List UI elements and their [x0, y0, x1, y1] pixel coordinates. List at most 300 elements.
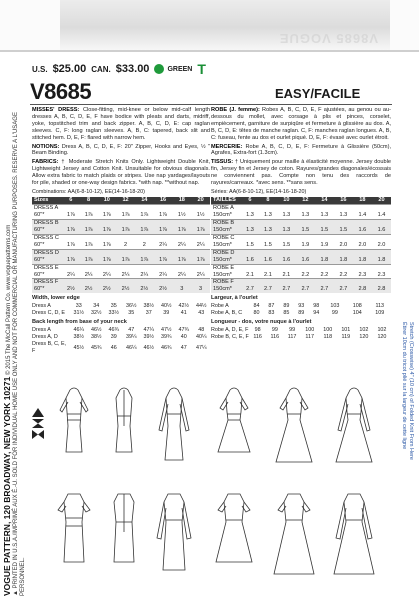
measurement-row	[32, 303, 210, 310]
measurement-cell: 103	[330, 303, 340, 310]
spacer-cell	[116, 205, 135, 212]
spacer-cell	[315, 279, 334, 286]
yardage-cell: 1.4	[377, 212, 386, 219]
price-row	[32, 62, 211, 76]
measurement-cell: 47	[180, 344, 187, 351]
misses-dress-desc: MISSES' DRESS: Close-fitting, mid-knee or below mid-calf length dresses A, B, C, D, E, F have bodice with pleats and darts, midriff, yoke, topstitched trim and back zipper. A, B, C, D, E: cap raglan sleeves. C, F: long raglan sleeves. A, B, C: tapered, back slit and stitched hem. D, E, F: flared with narrow hem.	[32, 107, 210, 141]
view-label: ROBE B	[213, 220, 235, 227]
yardage-cell: 1.8	[339, 256, 348, 263]
yardage-cell: 3	[180, 286, 184, 293]
yardage-row	[211, 242, 391, 249]
size-header-row	[211, 197, 391, 205]
view-label: DRESS F	[34, 279, 59, 286]
spacer-cell	[191, 249, 210, 256]
size-header-cell: 10	[277, 197, 296, 205]
fabric-width: 60"*	[34, 241, 45, 248]
measurement-cell: 99	[289, 327, 296, 334]
yardage-cell: 2.7	[264, 286, 272, 293]
spacer-cell	[241, 205, 259, 212]
measurement-cell: 47¼	[143, 327, 154, 334]
publisher-address: VOGUE PATTERN, 120 BROADWAY, NEW YORK 10271	[2, 376, 12, 596]
spacer-cell	[259, 220, 277, 227]
longueur-table-fr	[211, 327, 391, 341]
view-label: DRESS B	[34, 220, 59, 227]
yardage-cell: 1⅞	[66, 241, 75, 248]
measurement-cell: 39¼	[126, 334, 137, 341]
spacer-cell	[80, 249, 98, 256]
measurement-cell: 46¾	[161, 344, 172, 351]
measurement-label: Dress C, D, E	[32, 310, 65, 317]
yardage-cell: 1.6	[358, 227, 367, 234]
measurement-cell: 98	[313, 303, 320, 310]
size-header-label: TAILLES	[211, 197, 241, 205]
yardage-cell: 1⅞	[84, 212, 93, 219]
measurement-cell: 42½	[178, 303, 189, 310]
yardage-cell: 2¼	[102, 271, 111, 278]
yardage-row	[32, 272, 210, 279]
spacer-cell	[154, 235, 173, 242]
faded-mirror-text: V8685 VOGUE	[278, 31, 378, 46]
measurement-label: Robe B, C, E, F	[211, 334, 249, 341]
measurement-cell: 37	[145, 310, 152, 317]
view-label: ROBE C	[213, 235, 235, 241]
spacer-cell	[296, 235, 315, 242]
measurement-label: Robe A, B, C	[211, 310, 243, 317]
yardage-row-label	[211, 220, 391, 227]
measurement-cell: 83	[268, 310, 275, 317]
fabric-width: 150cm*	[213, 212, 232, 219]
spacer-cell	[259, 235, 277, 242]
spacer-cell	[135, 235, 154, 242]
spacer-cell	[172, 249, 191, 256]
us-label: U.S.	[32, 64, 48, 74]
spacer-cell	[97, 249, 116, 256]
measurement-cell: 113	[375, 303, 385, 310]
spacer-cell	[353, 235, 372, 242]
yardage-cell: 2.1	[246, 271, 254, 278]
measurement-cell: 116	[270, 334, 280, 341]
yardage-cell: 2.2	[301, 271, 310, 278]
fabric-width: 150cm*	[213, 271, 232, 278]
yardage-cell: 1½	[196, 212, 205, 219]
measurement-row	[32, 341, 210, 355]
size-header-cell: 18	[353, 197, 372, 205]
measurement-cell: 98	[254, 327, 261, 334]
spacer-cell	[62, 264, 80, 271]
spacer-cell	[334, 249, 353, 256]
yardage-cell: 2.7	[282, 286, 291, 293]
measurement-cell: 46¾	[108, 327, 119, 334]
yardage-cell: 1⅞	[102, 241, 111, 248]
yardage-cell: 1.8	[320, 256, 329, 263]
spacer-cell	[334, 235, 353, 242]
measurement-cell: 39	[110, 334, 117, 341]
yardage-cell: 1.3	[339, 212, 348, 219]
spacer-cell	[97, 264, 116, 271]
spacer-cell	[296, 264, 315, 271]
spacer-cell	[259, 205, 277, 212]
yardage-row	[211, 212, 391, 219]
spacer-cell	[80, 235, 98, 242]
measurement-cell: 35	[110, 303, 117, 310]
spacer-cell	[334, 279, 353, 286]
measurement-cell: 38½	[143, 303, 154, 310]
yardage-cell: 1⅞	[84, 256, 93, 263]
sketch-flat-c	[157, 494, 191, 570]
yardage-cell: 1⅞	[121, 227, 130, 234]
view-label: ROBE F	[213, 279, 234, 286]
yardage-cell: 1⅞	[196, 256, 205, 263]
measurement-cell: 47½	[161, 327, 172, 334]
yardage-row	[32, 242, 210, 249]
size-header-cell: 14	[315, 197, 334, 205]
measurement-cell: 38½	[73, 334, 84, 341]
view-label: ROBE D	[213, 249, 235, 256]
measurement-cell: 48	[198, 327, 205, 334]
yardage-cell: 1⅞	[159, 256, 167, 263]
yardage-cell: 1.6	[282, 256, 291, 263]
double-triangle-icon	[32, 419, 44, 428]
torn-top-strip	[0, 0, 419, 52]
measurement-row	[32, 327, 210, 334]
yardage-cell: 1⅞	[84, 227, 93, 234]
yardage-cell: 2½	[66, 286, 75, 293]
measurement-cell: 40¼	[196, 334, 207, 341]
spacer-cell	[315, 220, 334, 227]
yardage-cell: 1.5	[264, 241, 272, 248]
us-price: $25.00	[52, 63, 87, 75]
measurement-cell: 32½	[91, 310, 102, 317]
measurement-cell: 80	[253, 310, 260, 317]
yardage-cell: 2.7	[246, 286, 254, 293]
tissus-desc: TISSUS: † Uniquement pour maille à élasticité moyenne. Jersey double fin, Jersey fin et Jersey de coton. Rayures/grandes diagonales/écossais ne conviennent pas. Compte non tenu des raccords de rayures/carreaux. *avec sens. **sans sens.	[211, 159, 391, 187]
yardage-row	[32, 257, 210, 264]
yardage-row	[32, 212, 210, 219]
fabric-width: 60"*	[34, 212, 45, 219]
yardage-cell: 1.5	[282, 241, 291, 248]
yardage-row	[211, 272, 391, 279]
spacer-cell	[353, 249, 372, 256]
width-title: Width, lower edge	[32, 295, 80, 302]
spacer-cell	[277, 235, 296, 242]
measurement-cell: 99	[331, 310, 338, 317]
yardage-cell: 1⅞	[140, 227, 149, 234]
yardage-cell: 2½	[140, 286, 149, 293]
spacer-cell	[296, 220, 315, 227]
yardage-cell: 2¼	[159, 271, 167, 278]
measurement-cell: 120	[359, 334, 369, 341]
measurement-cell: 100	[305, 327, 315, 334]
spacer-cell	[154, 249, 173, 256]
yardage-cell: 2¼	[66, 271, 75, 278]
spacer-cell	[296, 205, 315, 212]
spacer-cell	[353, 220, 372, 227]
printed-line: ▲ PRINTED IN U.S.A./IMPRIMÉ AUX É.-U.	[13, 479, 19, 596]
measurement-cell: 89	[283, 303, 290, 310]
yardage-cell: 1⅞	[102, 212, 111, 219]
yardage-table-en	[32, 197, 210, 293]
sketch-flat-f	[334, 494, 374, 574]
measurement-cell: 117	[287, 334, 297, 341]
measurement-cell: 87	[268, 303, 275, 310]
copyright-line: © 2015 The McCall Pattern Co.	[6, 291, 12, 375]
yardage-cell: 1.6	[377, 227, 386, 234]
spacer-cell	[259, 249, 277, 256]
yardage-cell: 2¼	[159, 241, 167, 248]
view-label: ROBE A	[213, 205, 234, 212]
size-header-label: Sizes	[32, 197, 62, 205]
measurement-row	[32, 334, 210, 341]
back-length-table-en	[32, 327, 210, 355]
yardage-cell: 2.7	[301, 286, 310, 293]
sketch-dress-a-back	[116, 388, 132, 452]
yardage-cell: 2.3	[358, 271, 367, 278]
size-header-cell: 16	[334, 197, 353, 205]
measurement-cell: 35	[128, 310, 135, 317]
yardage-cell: 2½	[102, 286, 111, 293]
spacer-cell	[116, 235, 135, 242]
yardage-cell: 1.9	[320, 241, 329, 248]
size-header-cell: 6	[241, 197, 259, 205]
hourglass-icon	[32, 430, 44, 439]
measurement-cell: 89	[298, 310, 305, 317]
spacer-cell	[353, 205, 372, 212]
yardage-cell: 1.8	[358, 256, 367, 263]
sketch-flat-a	[58, 494, 90, 562]
fabric-width: 150cm*	[213, 241, 232, 248]
spacer-cell	[315, 235, 334, 242]
spacer-cell	[296, 249, 315, 256]
yardage-cell: 1.8	[377, 256, 386, 263]
yardage-cell: 1.3	[301, 212, 310, 219]
measurement-cell: 93	[298, 303, 305, 310]
spacer-cell	[172, 235, 191, 242]
measurement-cell: 46¼	[73, 327, 84, 334]
yardage-row-label	[32, 220, 210, 227]
notions-desc: NOTIONS: Dress A, B, C, D, E, F: 20" Zipper, Hooks and Eyes, ½ " Beam Binding.	[32, 143, 210, 157]
spacer-cell	[191, 264, 210, 271]
measurement-cell: 46½	[143, 344, 154, 351]
measurement-cell: 45½	[73, 344, 84, 351]
fabric-width: 60"*	[34, 271, 45, 278]
spacer-cell	[80, 220, 98, 227]
spacer-cell	[315, 264, 334, 271]
spacer-cell	[353, 279, 372, 286]
measurement-cell: 104	[352, 310, 362, 317]
measurement-cell: 118	[323, 334, 333, 341]
yardage-cell: 2	[124, 241, 128, 248]
spacer-cell	[172, 264, 191, 271]
yardage-cell: 1⅞	[66, 227, 75, 234]
sketch-flat-e	[274, 494, 314, 574]
size-header-cell: 20	[191, 197, 210, 205]
can-price: $33.00	[115, 63, 150, 75]
yardage-cell: 1.5	[339, 227, 348, 234]
spacer-cell	[372, 220, 391, 227]
yardage-row-label	[32, 279, 210, 286]
measurement-label: Dress B, C, E, F	[32, 341, 67, 355]
measurement-cell: 41	[180, 310, 187, 317]
divider	[30, 104, 392, 105]
spacer-cell	[62, 235, 80, 242]
measurement-cell: 94	[313, 310, 320, 317]
measurement-cell: 116	[253, 334, 262, 341]
view-label: DRESS D	[34, 249, 59, 256]
spacer-cell	[172, 220, 191, 227]
fabric-width: 150cm*	[213, 256, 232, 263]
view-label: DRESS A	[34, 205, 59, 212]
measurement-cell: 109	[375, 310, 385, 317]
size-header-cell: 20	[372, 197, 391, 205]
yardage-row-label	[32, 235, 210, 242]
spacer-cell	[372, 249, 391, 256]
spacer-cell	[334, 264, 353, 271]
yardage-row-label	[211, 264, 391, 271]
yardage-cell: 2½	[121, 286, 130, 293]
yardage-cell: 1.5	[246, 241, 254, 248]
measurement-cell: 39	[163, 310, 170, 317]
yardage-cell: 2.0	[358, 241, 367, 248]
size-header-cell: 8	[259, 197, 277, 205]
combinations-line: Combinations: AA(6-8-10-12), EE(14-16-18-20)	[32, 188, 145, 195]
yardage-cell: 1.6	[301, 256, 310, 263]
left-vertical-imprint	[4, 96, 32, 596]
yardage-row	[32, 286, 210, 293]
yardage-cell: 2.8	[358, 286, 367, 293]
size-header-cell: 6	[62, 197, 80, 205]
spacer-cell	[191, 220, 210, 227]
measurement-cell: 40	[180, 334, 187, 341]
spacer-cell	[116, 220, 135, 227]
robe-desc: ROBE (J. femme): Robes A, B, C, D, E, F ajustées, au genou ou au-dessous du mollet, avec corsage à plis et pinces, corselet, empiècement, garniture de surpiqûre et fermeture à glissière au dos. A, B, C, D, E: têtes de manche raglan. C, F: manches raglan longues. A, B, C: fuseau, fente au dos et ourlet piqué. D, E, F: évasé avec ourlet étroit.	[211, 107, 391, 141]
yardage-cell: 1⅞	[196, 227, 205, 234]
spacer-cell	[277, 249, 296, 256]
yardage-cell: 2	[142, 241, 146, 248]
measurement-cell: 120	[377, 334, 387, 341]
spacer-cell	[135, 205, 154, 212]
spacer-cell	[241, 220, 259, 227]
yardage-cell: 2¼	[121, 271, 130, 278]
measurement-cell: 47¼	[196, 344, 207, 351]
size-header-cell: 8	[80, 197, 98, 205]
spacer-cell	[315, 205, 334, 212]
spacer-cell	[154, 220, 173, 227]
yardage-cell: 1.9	[301, 241, 310, 248]
sketch-dress-b-front	[159, 388, 189, 460]
yardage-cell: 1⅞	[159, 212, 167, 219]
fabric-width: 150cm*	[213, 227, 232, 234]
stretch-instruction-fr: Étirer 10cm du tricot plié sur la largeur de cette ligne	[401, 322, 408, 450]
yardage-cell: 1½	[177, 212, 186, 219]
spacer-cell	[334, 220, 353, 227]
yardage-cell: 2¼	[177, 241, 186, 248]
yardage-row	[211, 286, 391, 293]
spacer-cell	[62, 249, 80, 256]
yardage-cell: 1⅞	[121, 256, 130, 263]
difficulty-label: EASY/FACILE	[275, 86, 361, 101]
largeur-title: Largeur, à l'ourlet	[211, 295, 258, 302]
yardage-cell: 2.0	[377, 241, 386, 248]
fabric-width: 60"*	[34, 286, 45, 293]
symbol-legend	[32, 408, 46, 441]
measurement-cell: 47¾	[178, 327, 189, 334]
yardage-cell: 1⅞	[140, 212, 149, 219]
fabric-width: 150cm*	[213, 286, 232, 293]
yardage-row	[211, 257, 391, 264]
measurement-cell: 84	[253, 303, 260, 310]
dress-sketches	[46, 374, 396, 599]
fabric-width: 60"*	[34, 227, 45, 234]
measurement-cell: 117	[305, 334, 315, 341]
yardage-cell: 2.1	[264, 271, 272, 278]
stretch-instruction: Stretch (Crosswise) 4" (10 cm) of Folded Knit From Here	[408, 322, 414, 460]
yardage-cell: 2.8	[377, 286, 386, 293]
longueur-title: Longueur - dos, votre nuque à l'ourlet	[211, 319, 312, 326]
size-header-cell: 10	[97, 197, 116, 205]
sketch-dress-e-front	[276, 388, 312, 462]
measurement-cell: 39¾	[161, 334, 172, 341]
series-line: Séries: AA(6-8-10-12), EE(14-16-18-20)	[211, 188, 307, 195]
spacer-cell	[135, 220, 154, 227]
measurement-cell: 85	[283, 310, 290, 317]
yardage-cell: 1.3	[246, 212, 254, 219]
measurement-cell: 38½	[91, 334, 102, 341]
spacer-cell	[277, 205, 296, 212]
spacer-cell	[154, 264, 173, 271]
measurement-label: Dress A	[32, 303, 51, 310]
size-header-row	[32, 197, 210, 205]
yardage-row-label	[211, 279, 391, 286]
measurement-cell: 47	[128, 327, 135, 334]
back-length-title: Back length from base of your neck	[32, 319, 127, 326]
spacer-cell	[80, 205, 98, 212]
measurement-cell: 102	[359, 327, 369, 334]
yardage-cell: 2½	[159, 286, 167, 293]
sketch-dress-d-front	[218, 388, 250, 452]
fabric-width: 60"*	[34, 256, 45, 263]
yardage-cell: 2.7	[339, 286, 348, 293]
yardage-cell: 1.3	[320, 212, 329, 219]
yardage-row	[32, 227, 210, 234]
yardage-cell: 2¼	[84, 271, 93, 278]
measurement-cell: 33½	[108, 310, 119, 317]
yardage-cell: 1⅞	[177, 227, 186, 234]
yardage-row-label	[32, 249, 210, 256]
spacer-cell	[191, 279, 210, 286]
yardage-cell: 1.5	[301, 227, 310, 234]
measurement-row	[211, 334, 391, 341]
yardage-cell: 2.7	[320, 286, 329, 293]
yardage-cell: 1⅞	[66, 212, 75, 219]
yardage-cell: 1.5	[320, 227, 329, 234]
size-header-cell: 14	[135, 197, 154, 205]
spacer-cell	[372, 205, 391, 212]
spacer-cell	[154, 205, 173, 212]
spacer-cell	[372, 235, 391, 242]
spacer-cell	[241, 235, 259, 242]
sketch-flat-a-back	[114, 494, 134, 562]
measurement-cell: 43	[198, 310, 205, 317]
spacer-cell	[135, 264, 154, 271]
stretch-gauge	[392, 322, 414, 587]
spacer-cell	[259, 279, 277, 286]
yardage-cell: 1.3	[282, 227, 291, 234]
yardage-cell: 2.2	[339, 271, 348, 278]
spacer-cell	[62, 220, 80, 227]
width-table-en	[32, 303, 210, 317]
yardage-cell: 1.6	[246, 256, 254, 263]
yardage-cell: 1⅞	[159, 227, 167, 234]
